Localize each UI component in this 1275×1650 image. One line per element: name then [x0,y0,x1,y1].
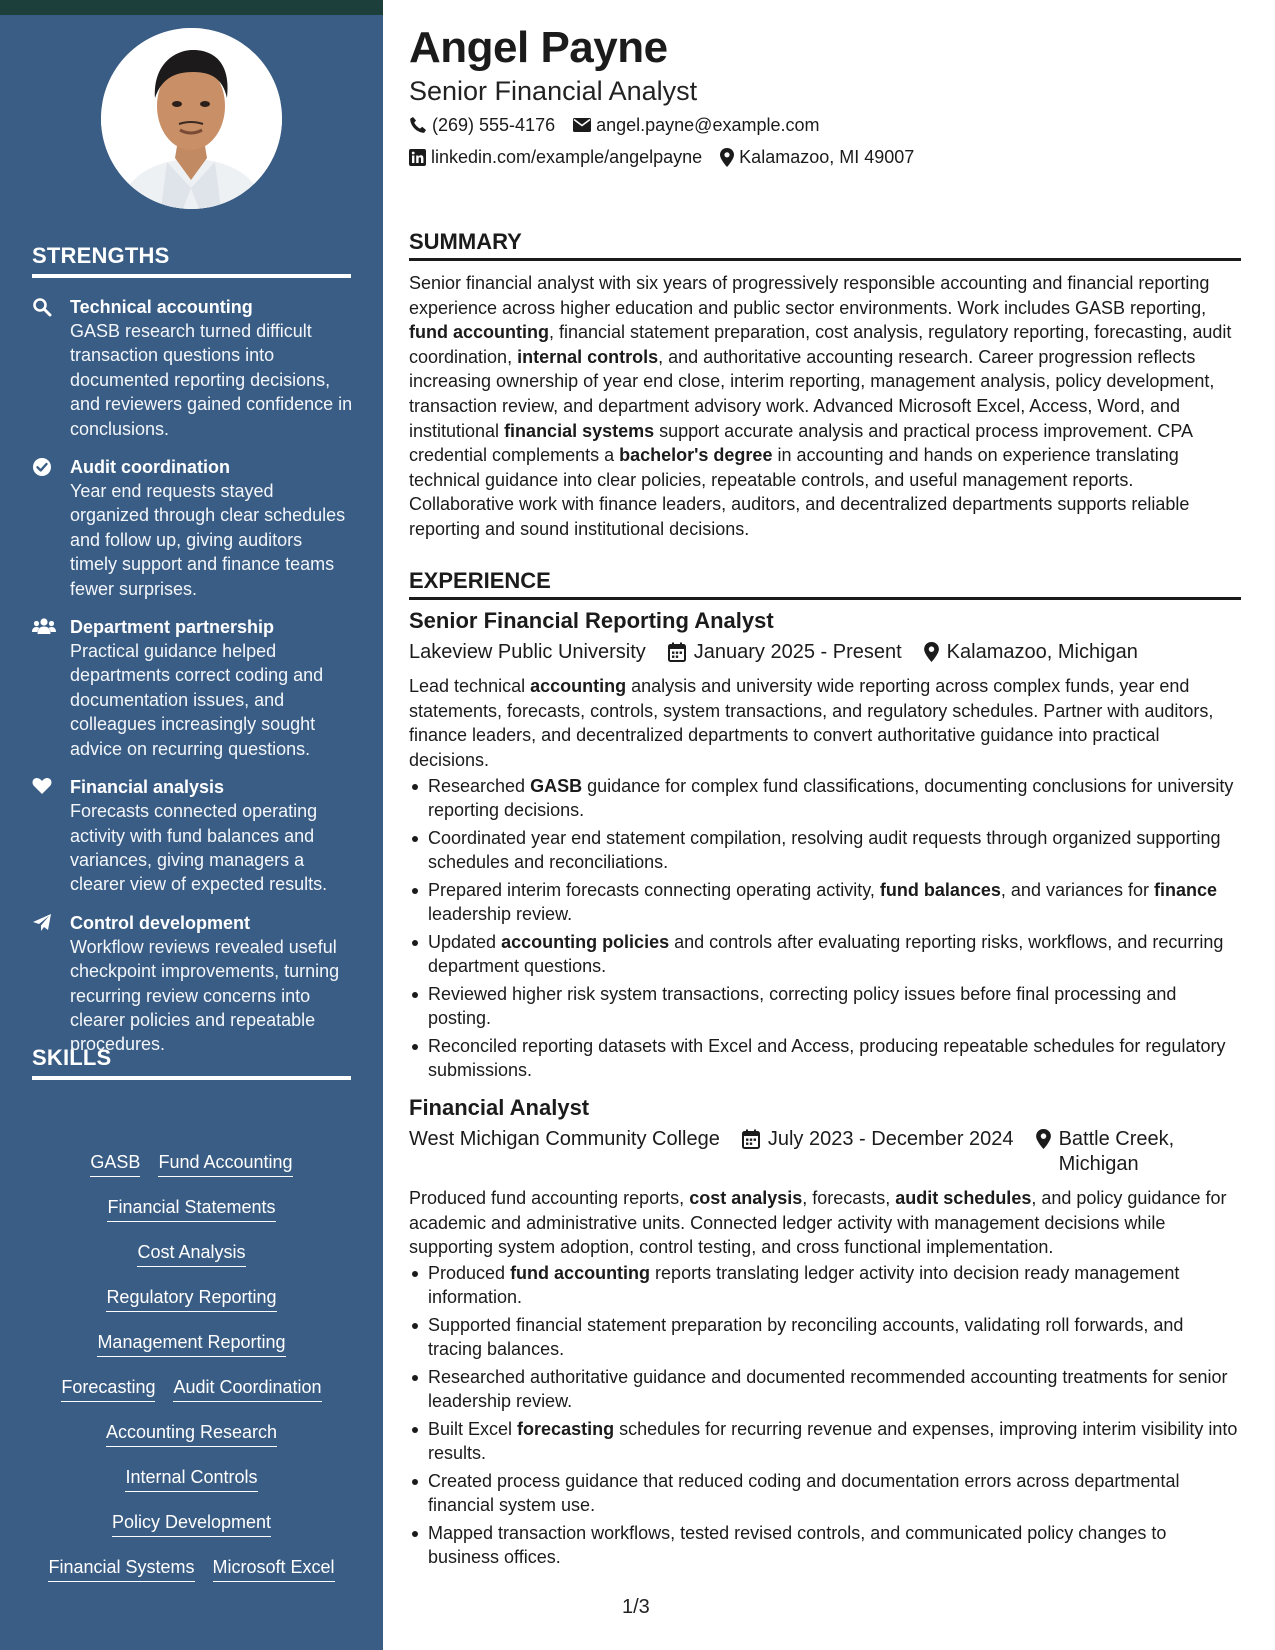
job-summary: Produced fund accounting reports, cost analysis, forecasts, audit schedules, and policy guidance for academic and administrative units. Connected ledger activity with management decisions while supporting system adoption, control testing, and cross functional implementation. [409,1188,1227,1258]
skill-tag: Forecasting [61,1375,155,1402]
job-meta [409,1127,1218,1177]
heart-icon [32,775,70,897]
skill-tag: Financial Systems [48,1555,194,1582]
skills-list [32,1150,351,1600]
sidebar [0,15,383,1650]
contact-row [409,113,838,137]
job-bullets [409,1261,1241,1573]
profile-photo [101,28,282,209]
experience-heading: EXPERIENCE [409,568,1241,600]
map-pin-icon [924,642,939,662]
top-accent-bar [0,0,383,15]
strengths-heading: STRENGTHS [32,243,351,278]
skills-heading: SKILLS [32,1045,351,1080]
skill-tag: Management Reporting [97,1330,285,1357]
bullet-item: Mapped transaction workflows, tested revised controls, and communicated policy changes to business offices. [409,1521,1241,1570]
skill-tag: Financial Statements [107,1195,275,1222]
bullet-item: Reviewed higher risk system transactions, correcting policy issues before final processing and posting. [409,982,1241,1031]
bullet-item: Produced fund accounting reports translating ledger activity into decision ready management information. [409,1261,1241,1310]
strength-item [32,911,354,1057]
job-title: Financial Analyst [409,1095,590,1120]
strength-title: Audit coordination [70,457,230,478]
company-name: Lakeview Public University [409,641,646,663]
users-icon [32,615,70,761]
map-pin-icon [1036,1129,1051,1149]
bullet-item: Updated accounting policies and controls after evaluating reporting risks, workflows, and recurring department questions. [409,930,1241,979]
skill-tag: Microsoft Excel [213,1555,335,1582]
bullet-item: Built Excel forecasting schedules for recurring revenue and expenses, improving interim visibility into results. [409,1417,1241,1466]
paper-plane-icon [32,911,70,1057]
strength-item [32,295,354,441]
strengths-list [32,295,354,1071]
job-location: Kalamazoo, Michigan [946,641,1138,663]
summary-text: Senior financial analyst with six years of progressively responsible accounting and financial reporting experience across higher education and public sector environments. Work includes GASB reporting, fund accounting, financial statement preparation, cost analysis, regulatory reporting, forecasting, audit coordination, internal controls, and authoritative accounting research. Career progression reflects increasing ownership of year end close, interim reporting, management analysis, policy development, transaction review, and department advisory work. Advanced Microsoft Excel, Access, Word, and institutional financial systems support accurate analysis and practical process improvement. CPA credential complements a bachelor's degree in accounting and hands on experience translating technical guidance into clear policies, repeatable controls, and useful management reports. Collaborative work with finance leaders, auditors, and decentralized departments supports reliable reporting and sound institutional decisions. [409,273,1232,539]
skill-tag: GASB [90,1150,140,1177]
strength-title: Control development [70,912,251,933]
calendar-icon [742,1129,760,1149]
bullet-item: Supported financial statement preparation by reconciling accounts, validating roll forwards, and tracing balances. [409,1313,1241,1362]
email-text[interactable]: angel.payne@example.com [596,115,820,135]
skill-tag: Fund Accounting [158,1150,292,1177]
candidate-title: Senior Financial Analyst [409,76,698,106]
bullet-item: Prepared interim forecasts connecting operating activity, fund balances, and variances for finance leadership review. [409,878,1241,927]
phone-text[interactable]: (269) 555-4176 [432,115,556,135]
strength-title: Technical accounting [70,297,253,317]
strength-text: Practical guidance helped departments correct coding and documentation issues, and colleagues increasingly sought advice on recurring questions. [70,641,324,759]
bullet-item: Coordinated year end statement compilation, resolving audit requests through organized supporting schedules and reconciliations. [409,826,1241,875]
job-meta [409,640,1152,665]
magnifier-icon [32,295,70,441]
skill-tag: Cost Analysis [137,1240,245,1267]
linkedin-text[interactable]: linkedin.com/example/angelpayne [431,147,703,167]
strength-item [32,615,354,761]
bullet-item: Reconciled reporting datasets with Excel and Access, producing repeatable schedules for regulatory submissions. [409,1034,1241,1083]
strength-item [32,455,354,601]
strength-text: Forecasts connected operating activity with fund balances and variances, giving managers a clearer view of expected results. [70,801,328,895]
strength-item [32,775,354,897]
bullet-item: Researched authoritative guidance and documented recommended accounting treatments for senior leadership review. [409,1365,1241,1414]
strength-title: Department partnership [70,617,275,638]
job-bullets [409,774,1241,1086]
skill-tag: Accounting Research [106,1420,277,1447]
strength-text: GASB research turned difficult transaction questions into documented reporting decisions, and reviewers gained confidence in conclusions. [70,321,353,439]
linkedin-icon [409,149,426,166]
bullet-item: Researched GASB guidance for complex fund classifications, documenting conclusions for university reporting decisions. [409,774,1241,823]
skill-tag: Policy Development [112,1510,271,1537]
job-location: Battle Creek, Michigan [1058,1128,1175,1175]
strength-text: Workflow reviews revealed useful checkpoint improvements, turning recurring review concerns into clearer policies and repeatable procedures. [70,936,340,1055]
calendar-icon [668,642,686,662]
strength-text: Year end requests stayed organized through clear schedules and follow up, giving auditors timely support and finance teams fewer surprises. [70,481,346,599]
contact-row [409,145,932,169]
job-title: Senior Financial Reporting Analyst [409,608,774,633]
skill-tag: Regulatory Reporting [106,1285,276,1312]
job-dates: January 2025 - Present [693,641,902,663]
map-pin-icon [720,148,734,167]
candidate-name: Angel Payne [409,23,668,72]
job-dates: July 2023 - December 2024 [767,1128,1014,1150]
strength-title: Financial analysis [70,777,225,798]
skill-tag: Internal Controls [125,1465,257,1492]
summary-heading: SUMMARY [409,229,1241,261]
skill-tag: Audit Coordination [173,1375,321,1402]
location-text: Kalamazoo, MI 49007 [739,147,915,167]
company-name: West Michigan Community College [409,1128,720,1150]
bullet-item: Created process guidance that reduced coding and documentation errors across departmental financial system use. [409,1469,1241,1518]
page-number: 1/3 [622,1596,650,1618]
check-circle-icon [32,455,70,601]
phone-icon [409,116,427,134]
envelope-icon [573,118,591,132]
job-summary: Lead technical accounting analysis and university wide reporting across complex funds, year end statements, forecasts, controls, system transactions, and regulatory schedules. Partner with auditors, finance leaders, and decentralized departments to convert authoritative guidance into practical decisions. [409,676,1214,770]
